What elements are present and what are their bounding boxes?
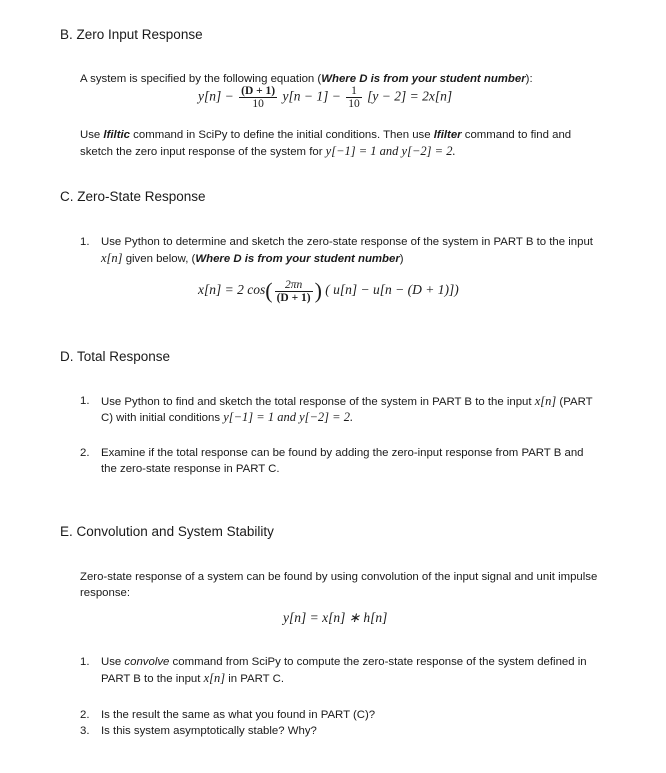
line2-a: sketch the zero input response of the system for bbox=[80, 146, 326, 158]
section-e-heading: E. Convolution and System Stability bbox=[60, 524, 274, 539]
frac2-num: 1 bbox=[346, 85, 362, 98]
line2-b: in PART C. bbox=[225, 673, 284, 685]
line2-a: PART B to the input bbox=[101, 673, 204, 685]
section-d-item2-line1: Examine if the total response can be found by adding the zero-input response from PART B and bbox=[101, 447, 584, 459]
convolve-command: convolve bbox=[124, 656, 170, 668]
line1-a: Use bbox=[101, 656, 125, 668]
section-e-intro-line1: Zero-state response of a system can be found by using convolution of the input signal and unit impulse bbox=[80, 571, 598, 583]
section-c-item1-line2 bbox=[101, 251, 404, 267]
eq-lhs: x[n] = 2 cos bbox=[198, 282, 266, 298]
line2-b: ) bbox=[399, 253, 404, 265]
frac2-den: 10 bbox=[348, 98, 360, 110]
line1-b: command in SciPy to define the initial conditions. Then use bbox=[130, 129, 434, 141]
section-c-heading: C. Zero-State Response bbox=[60, 189, 206, 204]
list-number: 1. bbox=[80, 656, 90, 668]
lfiltic-command: lfiltic bbox=[103, 129, 131, 141]
frac-den: (D + 1) bbox=[276, 291, 311, 304]
section-d-item2-line2: the zero-state response in PART C. bbox=[101, 463, 280, 475]
eq-rhs: [y − 2] = 2x[n] bbox=[367, 88, 453, 104]
eq-frac bbox=[275, 279, 313, 304]
section-b-heading: B. Zero Input Response bbox=[60, 27, 203, 42]
section-b-line2 bbox=[80, 144, 456, 160]
x-n-symbol: x[n] bbox=[203, 671, 226, 685]
section-e-item2: Is the result the same as what you found in PART (C)? bbox=[101, 709, 376, 721]
line1-b: command from SciPy to compute the zero-state response of the system defined in bbox=[169, 656, 587, 668]
initial-conditions: y[−1] = 1 and y[−2] = 2. bbox=[223, 410, 354, 424]
initial-conditions: y[−1] = 1 and y[−2] = 2. bbox=[325, 144, 456, 158]
section-b-line1 bbox=[80, 128, 571, 143]
x-n-symbol: x[n] bbox=[534, 394, 557, 408]
intro-italic: Where D is from your student number bbox=[321, 73, 526, 85]
list-number: 1. bbox=[80, 395, 90, 407]
line2-a: C) with initial conditions bbox=[101, 412, 224, 424]
section-e-intro-line2: response: bbox=[80, 587, 131, 599]
paren-close: ) bbox=[314, 278, 322, 303]
eq-rhs: ( u[n] − u[n − (D + 1)]) bbox=[325, 282, 459, 298]
convolution-equation: y[n] = x[n] ∗ h[n] bbox=[283, 610, 388, 625]
lfilter-command: lfilter bbox=[433, 129, 462, 141]
frac-num: 2πn bbox=[275, 279, 313, 292]
line1-b: (PART bbox=[556, 396, 593, 408]
section-d-item1-line2 bbox=[101, 410, 353, 426]
line1-a: Use Python to find and sketch the total response of the system in PART B to the input bbox=[101, 396, 535, 408]
list-number: 2. bbox=[80, 709, 90, 721]
intro-end: ): bbox=[525, 73, 533, 85]
section-e-item1-line2 bbox=[101, 671, 284, 687]
section-b-equation bbox=[198, 85, 452, 110]
intro-text: A system is specified by the following equation ( bbox=[80, 73, 322, 85]
paren-open: ( bbox=[265, 278, 273, 303]
line2-a: given below, ( bbox=[122, 253, 196, 265]
eq-frac1 bbox=[239, 85, 277, 110]
section-d-item1-line1 bbox=[101, 394, 593, 410]
student-number-note: Where D is from your student number bbox=[195, 253, 400, 265]
x-n-symbol: x[n] bbox=[101, 251, 123, 265]
list-number: 1. bbox=[80, 236, 90, 248]
section-c-item1-line1: Use Python to determine and sketch the zero-state response of the system in PART B to the input bbox=[101, 236, 593, 248]
eq-frac2 bbox=[346, 85, 362, 110]
line1-a: Use bbox=[80, 129, 104, 141]
section-d-heading: D. Total Response bbox=[60, 349, 171, 364]
frac1-num: (D + 1) bbox=[241, 85, 276, 97]
list-number: 3. bbox=[80, 725, 90, 737]
line1-c: command to find and bbox=[461, 129, 572, 141]
eq-mid: y[n − 1] − bbox=[282, 88, 341, 104]
section-e-item1-line1 bbox=[101, 655, 587, 670]
list-number: 2. bbox=[80, 447, 90, 459]
section-e-item3: Is this system asymptotically stable? Why? bbox=[101, 725, 317, 737]
section-c-equation bbox=[198, 278, 459, 304]
eq-lhs: y[n] − bbox=[198, 88, 234, 104]
frac1-den: 10 bbox=[252, 98, 264, 110]
